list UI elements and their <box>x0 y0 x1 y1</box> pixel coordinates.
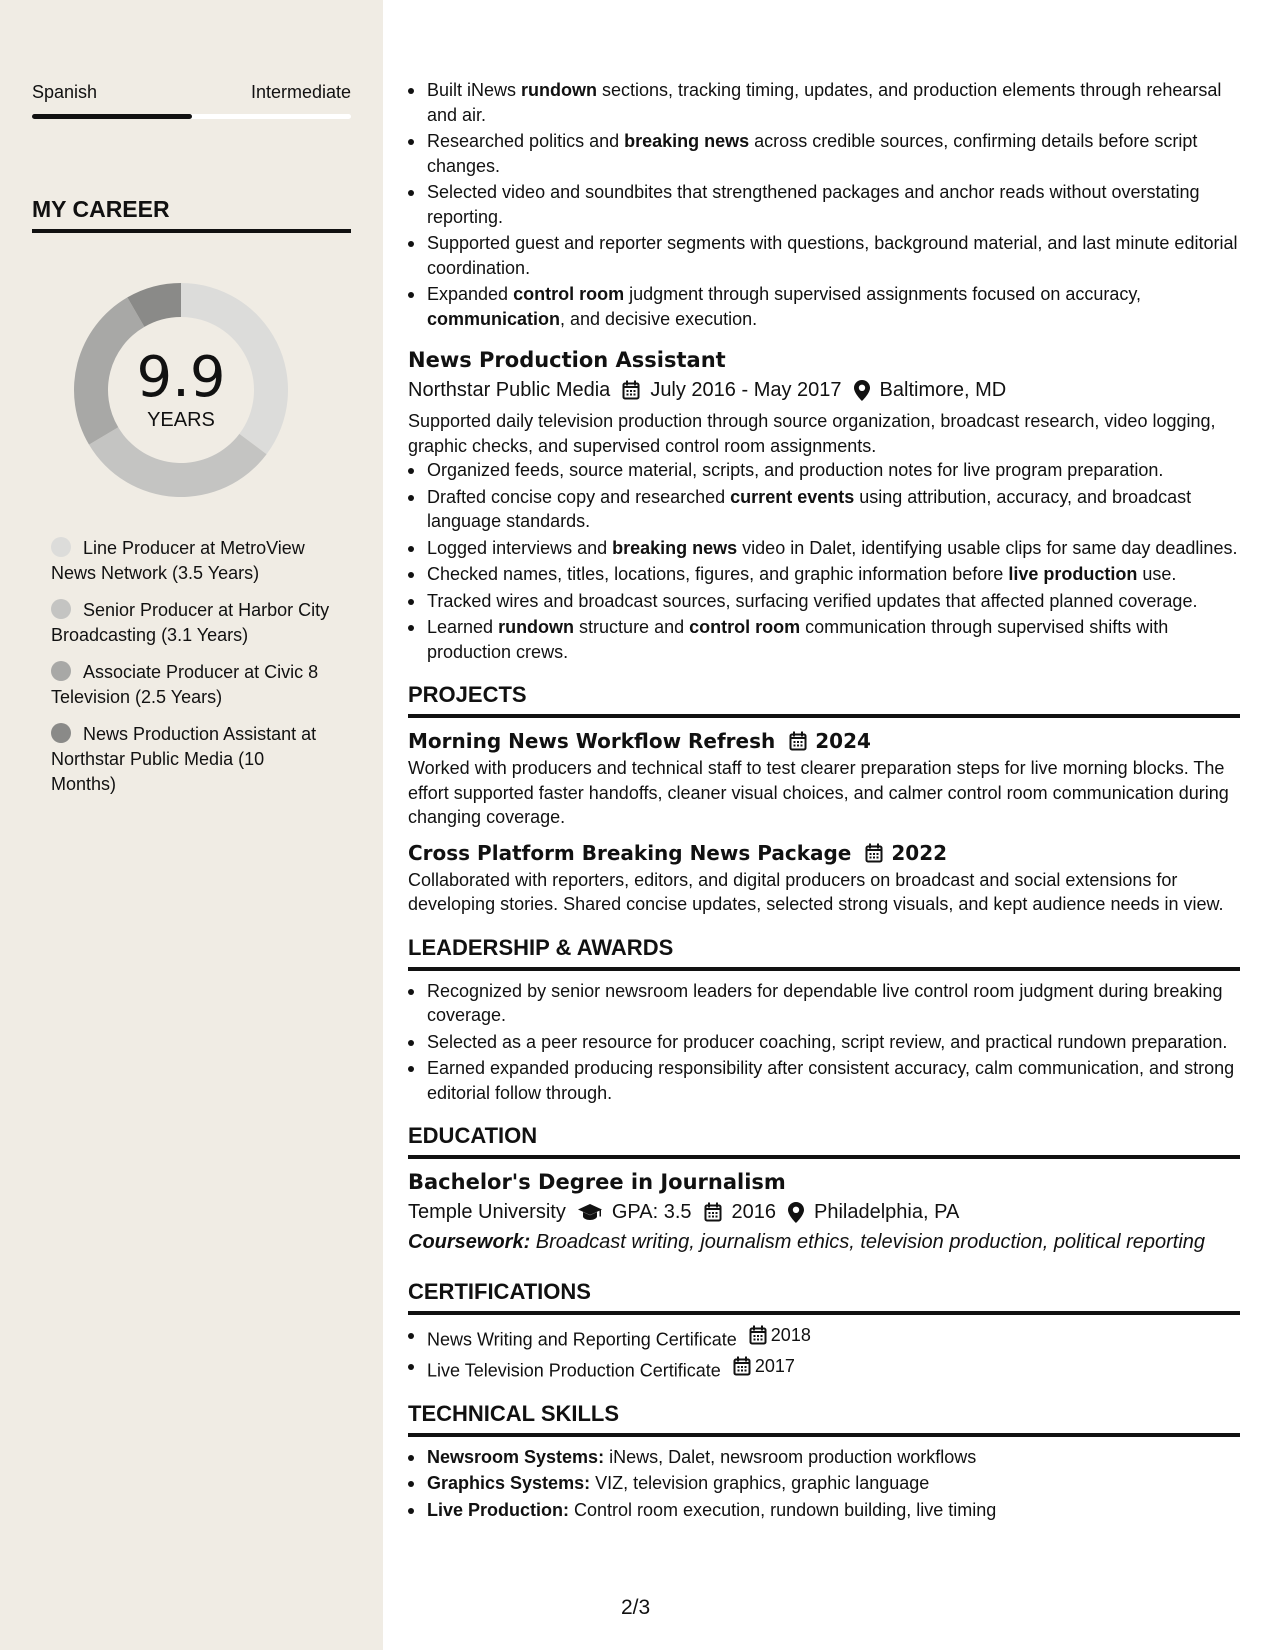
coursework-label: Coursework: <box>408 1231 531 1253</box>
certification-item <box>408 1323 1240 1352</box>
project-title <box>408 838 1240 868</box>
bullet-text: Researched politics and <box>427 131 625 151</box>
role-bullet <box>408 458 1240 483</box>
bold-keyword: control room <box>513 284 625 304</box>
role-title: News Production Assistant <box>408 348 726 372</box>
calendar-icon <box>865 843 883 863</box>
certification-date <box>737 1323 811 1348</box>
education-location: Philadelphia, PA <box>814 1201 960 1223</box>
bullet-text: Checked names, titles, locations, figures, and graphic information before <box>427 564 1009 584</box>
project-name: Morning News Workflow Refresh <box>408 729 776 753</box>
technical-skills-section-title: TECHNICAL SKILLS <box>408 1399 1240 1437</box>
education-degree: Bachelor's Degree in Journalism <box>408 1170 786 1194</box>
bullet-text: Control room execution, rundown building, live timing <box>569 1499 997 1520</box>
calendar-icon <box>749 1325 767 1345</box>
legend-label: Associate Producer at Civic 8 Television (2.5 Years) <box>51 662 319 707</box>
projects-list <box>408 726 1240 917</box>
bullet-text: Learned <box>427 617 499 637</box>
role-bullet <box>408 536 1240 561</box>
role-summary: Supported daily television production through source organization, broadcast research, video logging, graphic checks, and supervised control room assignments. <box>408 411 1216 456</box>
language-proficiency-bar <box>32 114 351 119</box>
bullet-text: Tracked wires and broadcast sources, surfacing verified updates that affected planned coverage. <box>427 590 1198 611</box>
bold-keyword: Newsroom Systems: <box>427 1446 605 1467</box>
education-school: Temple University <box>408 1201 566 1223</box>
role-location: Baltimore, MD <box>879 379 1007 401</box>
bullet-text: iNews, Dalet, newsroom production workflows <box>604 1446 977 1467</box>
role-bullet <box>408 562 1240 587</box>
education-meta <box>408 1197 1240 1227</box>
legend-dot <box>51 661 71 681</box>
location-pin-icon <box>788 1202 804 1223</box>
leadership-list <box>408 979 1240 1106</box>
main-content <box>408 78 1240 1524</box>
certifications-list <box>408 1323 1240 1383</box>
bullet-text: structure and <box>574 617 690 637</box>
bullet-text: Recognized by senior newsroom leaders for dependable live control room judgment during breaking coverage. <box>427 980 1223 1025</box>
technical-skills-list <box>408 1445 1240 1523</box>
experience-bullet <box>408 180 1240 229</box>
calendar-icon <box>789 731 807 751</box>
calendar-icon <box>733 1356 751 1376</box>
language-row <box>32 82 351 103</box>
project-description: Worked with producers and technical staff to test clearer preparation steps for live morning blocks. The effort supported faster handoffs, cleaner visual choices, and calmer control room communication during changing coverage. <box>408 758 1229 827</box>
role-company: Northstar Public Media <box>408 379 611 401</box>
technical-skill-item <box>408 1471 1240 1496</box>
bullet-text: video in Dalet, identifying usable clips for same day deadlines. <box>737 537 1238 558</box>
bold-keyword: control room <box>689 617 801 637</box>
sidebar <box>0 0 383 1650</box>
education-coursework <box>408 1227 1240 1257</box>
language-proficiency-fill <box>32 114 192 119</box>
certification-item <box>408 1354 1240 1383</box>
project-year: 2022 <box>891 840 948 865</box>
bullet-text: Supported guest and reporter segments with questions, background material, and last minute editorial coordination. <box>427 233 1238 278</box>
leadership-bullet <box>408 1056 1240 1105</box>
calendar-icon <box>622 380 640 400</box>
leadership-bullet <box>408 1030 1240 1055</box>
bold-keyword: Live Production: <box>427 1499 570 1520</box>
bullet-text: Built iNews <box>427 80 522 100</box>
bullet-text: use. <box>1137 564 1177 584</box>
role-bullet <box>408 589 1240 614</box>
bullet-text: Selected video and soundbites that strengthened packages and anchor reads without overstating reporting. <box>427 182 1200 227</box>
bullet-text: Organized feeds, source material, scripts, and production notes for live program preparation. <box>427 460 1164 480</box>
legend-item <box>51 536 331 586</box>
career-section-title: MY CAREER <box>32 196 351 233</box>
certification-date <box>721 1354 795 1379</box>
certification-year: 2018 <box>770 1325 811 1345</box>
bullet-text: Earned expanded producing responsibility after consistent accuracy, calm communication, and strong editorial follow through. <box>427 1058 1235 1103</box>
projects-section-title: PROJECTS <box>408 680 1240 718</box>
bold-keyword: communication <box>427 308 561 329</box>
legend-label: News Production Assistant at Northstar Public Media (10 Months) <box>51 724 317 794</box>
certification-name: News Writing and Reporting Certificate <box>427 1329 737 1350</box>
legend-dot <box>51 537 71 557</box>
total-years-value: 9.9 <box>136 345 226 410</box>
legend-item <box>51 722 331 797</box>
legend-item <box>51 598 331 648</box>
bold-keyword: rundown <box>498 617 575 637</box>
experience-continued-list <box>408 78 1240 331</box>
role-dates: July 2016 - May 2017 <box>650 379 842 401</box>
education-year: 2016 <box>731 1201 776 1223</box>
technical-skill-item <box>408 1498 1240 1523</box>
legend-item <box>51 660 331 710</box>
legend-dot <box>51 723 71 743</box>
bullet-text: communication through supervised shifts with production crews. <box>427 617 1169 662</box>
project-name: Cross Platform Breaking News Package <box>408 840 852 865</box>
bold-keyword: rundown <box>521 80 598 100</box>
bullet-text: Drafted concise copy and researched <box>427 486 731 507</box>
location-pin-icon <box>854 380 870 401</box>
donut-segment-2 <box>89 427 267 497</box>
certification-name: Live Television Production Certificate <box>427 1360 721 1380</box>
project-title <box>408 726 1240 756</box>
bold-keyword: live production <box>1008 564 1138 584</box>
bullet-text: sections, tracking timing, updates, and production elements through rehearsal and air. <box>427 80 1222 125</box>
bullet-text: VIZ, television graphics, graphic language <box>590 1473 930 1493</box>
project-description: Collaborated with reporters, editors, and digital producers on broadcast and social extensions for developing stories. Shared concise updates, selected strong visuals, and kept audience needs in view. <box>408 869 1224 914</box>
coursework-text: Broadcast writing, journalism ethics, television production, political reporting <box>530 1231 1206 1253</box>
career-legend <box>51 536 331 809</box>
role-bullet <box>408 485 1240 534</box>
certification-year: 2017 <box>754 1355 795 1376</box>
graduation-cap-icon <box>578 1203 602 1221</box>
calendar-icon <box>704 1202 722 1222</box>
bold-keyword: Graphics Systems: <box>427 1473 591 1493</box>
bold-keyword: current events <box>730 486 855 507</box>
total-years-label: YEARS <box>147 409 215 431</box>
education-section-title: EDUCATION <box>408 1121 1240 1159</box>
role-bullet-list <box>408 458 1240 664</box>
bullet-text: Selected as a peer resource for producer coaching, script review, and practical rundown preparation. <box>427 1031 1228 1052</box>
page-indicator: 2/3 <box>621 1596 651 1619</box>
bullet-text: judgment through supervised assignments focused on accuracy, <box>624 284 1142 304</box>
technical-skill-item <box>408 1445 1240 1470</box>
bullet-text: using attribution, accuracy, and broadcast language standards. <box>427 486 1192 531</box>
leadership-section-title: LEADERSHIP & AWARDS <box>408 933 1240 971</box>
legend-dot <box>51 599 71 619</box>
language-name: Spanish <box>32 82 98 102</box>
experience-bullet <box>408 78 1240 127</box>
experience-bullet <box>408 129 1240 178</box>
bullet-text: across credible sources, confirming details before script changes. <box>427 131 1198 176</box>
bold-keyword: breaking news <box>612 537 738 558</box>
experience-bullet <box>408 282 1240 331</box>
language-level: Intermediate <box>250 82 351 102</box>
bullet-text: Logged interviews and <box>427 537 613 558</box>
legend-label: Line Producer at MetroView News Network (3.5 Years) <box>51 538 305 583</box>
bullet-text: , and decisive execution. <box>560 308 758 329</box>
bullet-text: Expanded <box>427 284 514 304</box>
leadership-bullet <box>408 979 1240 1028</box>
certifications-section-title: CERTIFICATIONS <box>408 1277 1240 1315</box>
role-bullet <box>408 615 1240 664</box>
experience-bullet <box>408 231 1240 280</box>
role-meta <box>408 375 1240 405</box>
bold-keyword: breaking news <box>624 131 750 151</box>
legend-label: Senior Producer at Harbor City Broadcasting (3.1 Years) <box>51 600 330 645</box>
education-gpa: GPA: 3.5 <box>611 1201 692 1223</box>
project-year: 2024 <box>815 729 871 753</box>
